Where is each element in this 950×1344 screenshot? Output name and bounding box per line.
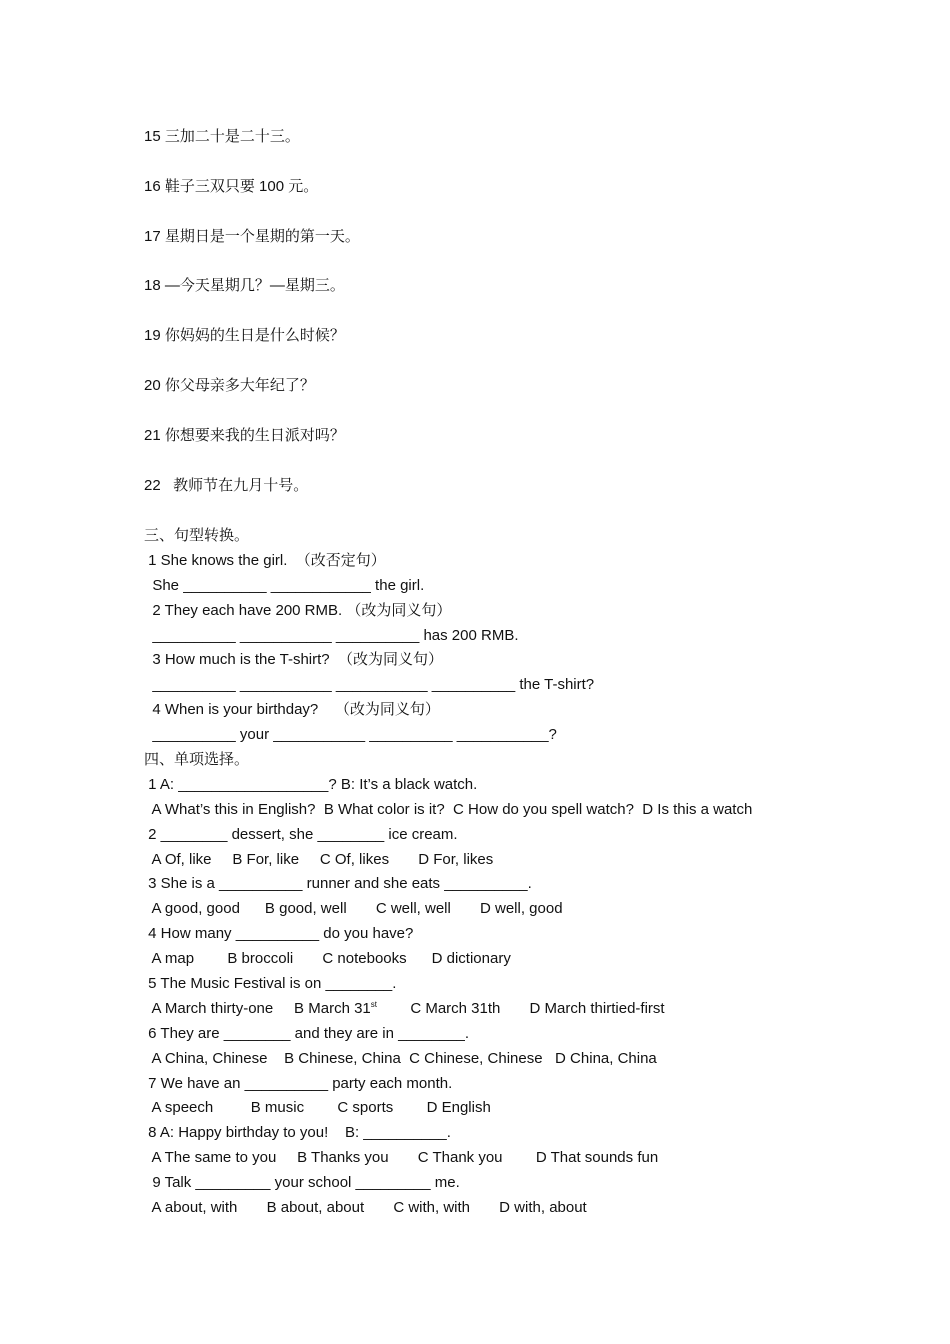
s3-answer-3: __________ ___________ ___________ __________ the T-shirt? xyxy=(144,676,595,694)
s4-question-5: 5 The Music Festival is on ________. xyxy=(144,975,397,993)
s4-question-6: 6 They are ________ and they are in ________. xyxy=(144,1024,469,1042)
translation-item-20: 20 你父母亲多大年纪了？ xyxy=(144,376,315,394)
sentence-sections xyxy=(144,523,752,1220)
section-4-heading: 四、单项选择。 xyxy=(144,751,250,769)
s3-answer-2: __________ ___________ __________ has 200 RMB. xyxy=(144,626,519,644)
s4-question-2: 2 ________ dessert, she ________ ice cream. xyxy=(144,825,458,843)
s4-options-8: A The same to you B Thanks you C Thank you D That sounds fun xyxy=(144,1149,659,1167)
translation-item-18: 18 —今天星期几？—星期三。 xyxy=(144,277,345,295)
s4-question-3: 3 She is a __________ runner and she eats __________. xyxy=(144,875,532,893)
translation-item-19: 19 你妈妈的生日是什么时候？ xyxy=(144,327,345,345)
s4-question-9: 9 Talk _________ your school _________ me. xyxy=(144,1174,460,1192)
s4-options-6: A China, Chinese B Chinese, China C Chinese, Chinese D China, China xyxy=(144,1049,657,1067)
s4-options-3: A good, good B good, well C well, well D well, good xyxy=(144,900,563,918)
s4-options-5-part-a: A March thirty-one B March 31 xyxy=(144,999,371,1017)
s3-question-2: 2 They each have 200 RMB. （改为同义句） xyxy=(144,601,452,619)
s4-options-5 xyxy=(144,996,752,1021)
s4-question-1: 1 A: __________________? B: It’s a black watch. xyxy=(144,775,478,793)
s3-question-4: 4 When is your birthday? （改为同义句） xyxy=(144,701,440,719)
s4-options-7: A speech B music C sports D English xyxy=(144,1099,491,1117)
translation-item-15: 15 三加二十是二十三。 xyxy=(144,128,300,145)
s4-question-7: 7 We have an __________ party each month. xyxy=(144,1074,453,1092)
ordinal-suffix: st xyxy=(370,999,377,1009)
s4-question-8: 8 A: Happy birthday to you! B: __________. xyxy=(144,1124,451,1142)
s3-question-3: 3 How much is the T-shirt? （改为同义句） xyxy=(144,651,443,669)
s4-options-9: A about, with B about, about C with, with D with, about xyxy=(144,1199,587,1217)
section-3-heading: 三、句型转换。 xyxy=(144,527,250,544)
translation-section xyxy=(144,124,360,522)
translation-item-21: 21 你想要来我的生日派对吗？ xyxy=(144,426,345,444)
s4-options-4: A map B broccoli C notebooks D dictionary xyxy=(144,950,511,968)
s3-question-1: 1 She knows the girl. （改否定句） xyxy=(144,551,386,569)
s4-options-5-part-b: C March 31th D March thirtied-first xyxy=(377,999,665,1017)
s3-answer-1: She __________ ____________ the girl. xyxy=(144,576,425,594)
translation-item-22: 22 教师节在九月十号。 xyxy=(144,476,309,494)
s4-options-1: A What’s this in English? B What color is it? C How do you spell watch? D Is this a watch xyxy=(144,800,753,818)
translation-item-16: 16 鞋子三双只要 100 元。 xyxy=(144,177,319,195)
translation-item-17: 17 星期日是一个星期的第一天。 xyxy=(144,227,360,245)
s3-answer-4: __________ your ___________ __________ ___________? xyxy=(144,726,557,744)
s4-options-2: A Of, like B For, like C Of, likes D For, likes xyxy=(144,850,494,868)
s4-question-4: 4 How many __________ do you have? xyxy=(144,925,414,943)
